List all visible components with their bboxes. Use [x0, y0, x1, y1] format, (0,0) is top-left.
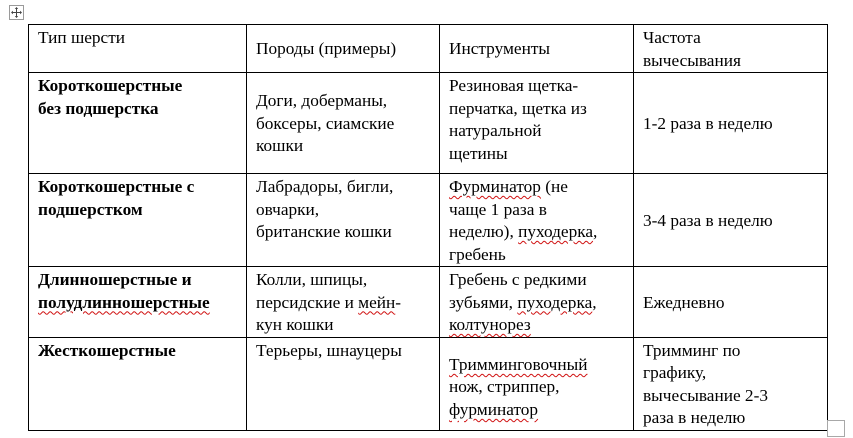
spellcheck-word[interactable]: мейн	[358, 292, 396, 312]
cell-breeds[interactable]: Доги, доберманы, боксеры, сиамские кошки	[247, 73, 440, 174]
table-row	[29, 337, 828, 430]
table-row	[29, 73, 828, 174]
table-header-row	[29, 25, 828, 73]
coat-care-table	[28, 24, 828, 431]
cell-tools[interactable]: Резиновая щетка- перчатка, щетка из натуральной щетины	[440, 73, 634, 174]
cell-breeds[interactable]: Колли, шпицы, персидские и мейн- кун кошки	[247, 267, 440, 338]
cell-breeds[interactable]: Лабрадоры, бигли, овчарки, британские кошки	[247, 174, 440, 267]
cell-frequency[interactable]: 3-4 раза в неделю	[634, 174, 828, 267]
spellcheck-word[interactable]: фурминатор	[449, 399, 539, 419]
table-row	[29, 267, 828, 338]
spellcheck-word[interactable]: пуходерка	[518, 222, 594, 241]
header-tools[interactable]: Инструменты	[440, 25, 634, 73]
header-breeds[interactable]: Породы (примеры)	[247, 25, 440, 73]
table-row	[29, 174, 828, 267]
cell-coat-type[interactable]: Короткошерстные без подшерстка	[29, 73, 247, 174]
cell-tools[interactable]: Фурминатор (не чаще 1 раза в неделю), пуходерка, гребень	[440, 174, 634, 267]
move-arrows-icon	[11, 7, 22, 18]
cell-breeds[interactable]: Терьеры, шнауцеры	[247, 337, 440, 430]
spellcheck-word[interactable]: Тримминговочный	[449, 354, 588, 374]
cell-tools[interactable]: Тримминговочный нож, стриппер, фурминатор	[440, 337, 634, 430]
header-coat-type[interactable]: Тип шерсти	[29, 25, 247, 73]
cell-coat-type[interactable]: Длинношерстные и полудлинношерстные	[29, 267, 247, 338]
cell-coat-type[interactable]: Короткошерстные с подшерстком	[29, 174, 247, 267]
cell-frequency[interactable]: Ежедневно	[634, 267, 828, 338]
spellcheck-word[interactable]: Фурминатор	[449, 177, 541, 196]
header-frequency[interactable]: Частота вычесывания	[634, 25, 828, 73]
spellcheck-word[interactable]: полудлинношерстные	[38, 292, 210, 312]
spellcheck-word[interactable]: пуходерка	[517, 292, 593, 312]
cell-frequency[interactable]: Тримминг по графику, вычесывание 2-3 раза в неделю	[634, 337, 828, 430]
table-resize-handle[interactable]	[827, 420, 845, 437]
cell-frequency[interactable]: 1-2 раза в неделю	[634, 73, 828, 174]
table-move-handle[interactable]	[9, 5, 24, 20]
cell-tools[interactable]: Гребень с редкими зубьями, пуходерка, колтунорез	[440, 267, 634, 338]
cell-coat-type[interactable]: Жесткошерстные	[29, 337, 247, 430]
spellcheck-word[interactable]: колтунорез	[449, 315, 531, 334]
